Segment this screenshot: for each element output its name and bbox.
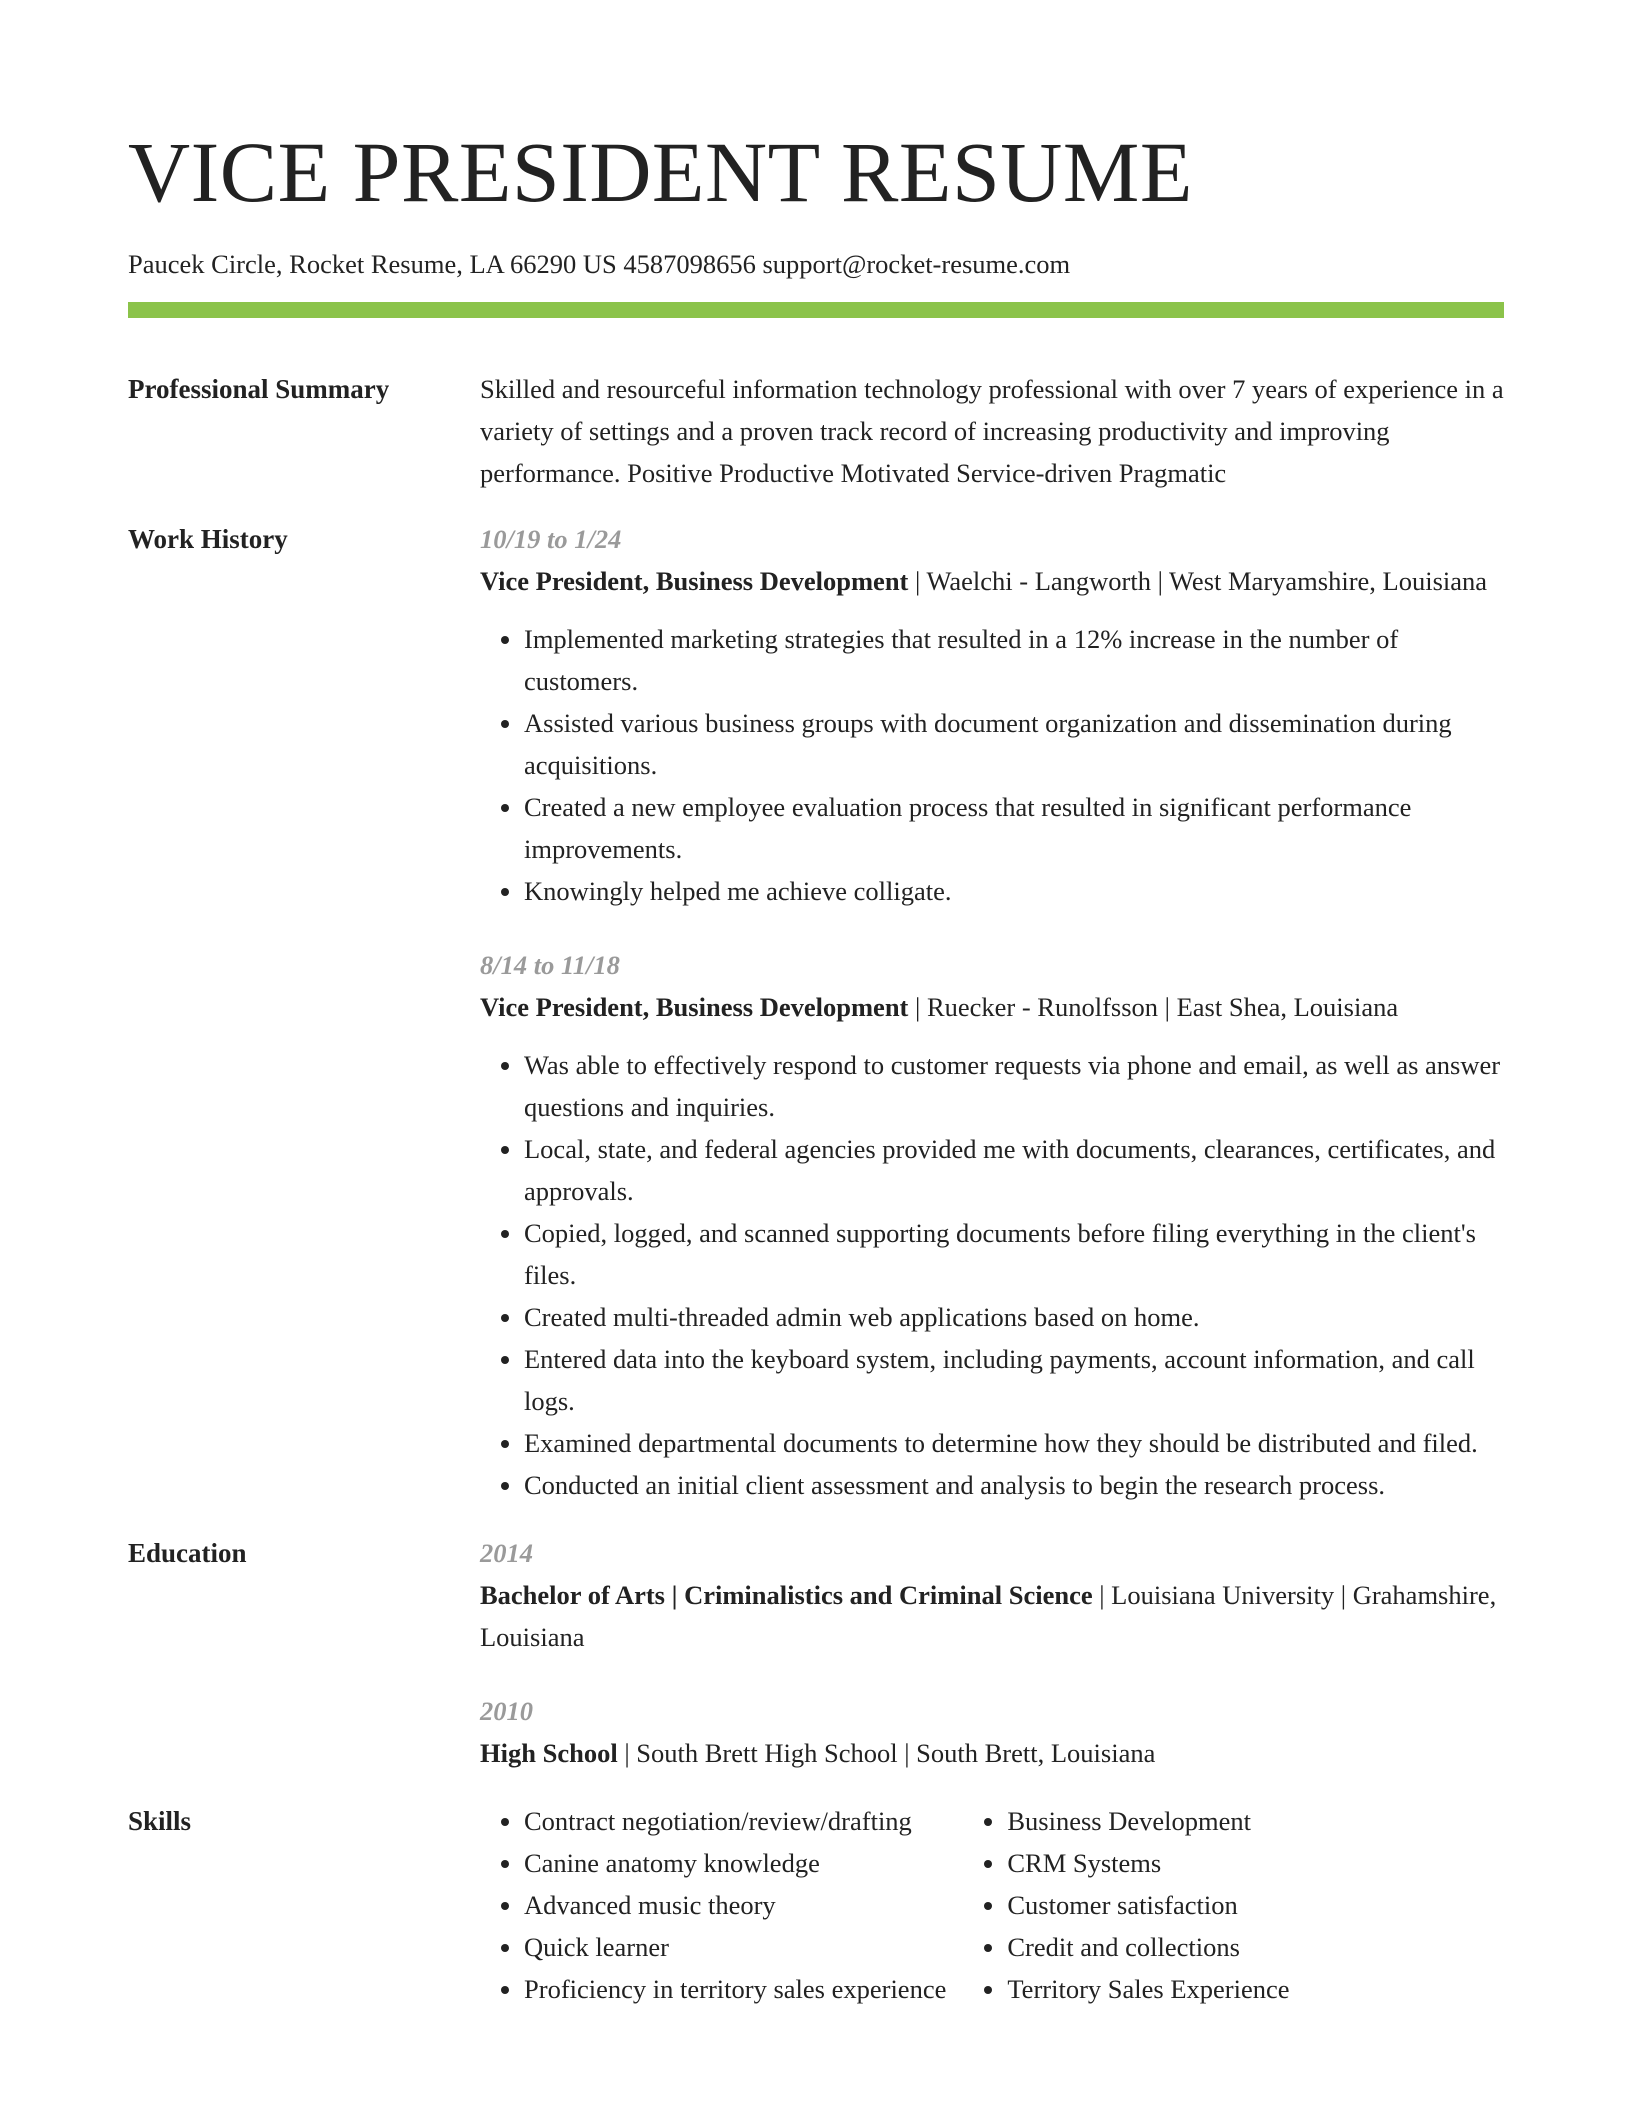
skills-body: [480, 1800, 1504, 2010]
resume-title: VICE PRESIDENT RESUME: [128, 124, 1193, 220]
skill-item: • Canine anatomy knowledge: [524, 1842, 963, 1884]
education-degree: High School: [480, 1738, 618, 1768]
education-section: [128, 1532, 1504, 1774]
job-bullet: • Created a new employee evaluation process that resulted in significant performance improvements.: [524, 786, 1504, 870]
resume-page: [128, 118, 1504, 2010]
job-bullet: • Copied, logged, and scanned supporting documents before filing everything in the client's files.: [524, 1212, 1504, 1296]
skill-item: • Proficiency in territory sales experience: [524, 1968, 963, 2010]
education-entry: [480, 1532, 1504, 1658]
section-title-education: Education: [128, 1538, 247, 1568]
job-dates: 8/14 to 11/18: [480, 950, 620, 980]
skills-list-right: [963, 1800, 1504, 2010]
job-entry: [480, 944, 1504, 1506]
job-bullets: [480, 1044, 1504, 1506]
skill-item: • Territory Sales Experience: [1007, 1968, 1504, 2010]
job-bullet: • Entered data into the keyboard system, including payments, account information, and call logs.: [524, 1338, 1504, 1422]
skills-columns: [480, 1800, 1504, 2010]
contact-line: Paucek Circle, Rocket Resume, LA 66290 US 4587098656 support@rocket-resume.com: [128, 249, 1071, 279]
job-position: Vice President, Business Development: [480, 992, 909, 1022]
skill-item: • Quick learner: [524, 1926, 963, 1968]
job-entry: [480, 518, 1504, 912]
skill-item: • Credit and collections: [1007, 1926, 1504, 1968]
job-bullet: • Examined departmental documents to determine how they should be distributed and filed.: [524, 1422, 1504, 1464]
education-body: [480, 1532, 1504, 1774]
work-history-body: [480, 518, 1504, 1506]
skill-item: • CRM Systems: [1007, 1842, 1504, 1884]
education-details: | South Brett High School | South Brett, Louisiana: [617, 1738, 1156, 1768]
education-year: 2010: [480, 1696, 533, 1726]
skill-item: • Customer satisfaction: [1007, 1884, 1504, 1926]
skill-item: • Advanced music theory: [524, 1884, 963, 1926]
work-history-section: [128, 518, 1504, 1506]
job-details: | Ruecker - Runolfsson | East Shea, Louisiana: [908, 992, 1399, 1022]
job-bullet: • Knowingly helped me achieve colligate.: [524, 870, 1504, 912]
job-bullet: • Conducted an initial client assessment and analysis to begin the research process.: [524, 1464, 1504, 1506]
section-title-work-history: Work History: [128, 524, 288, 554]
job-position: Vice President, Business Development: [480, 566, 909, 596]
summary-text: Skilled and resourceful information technology professional with over 7 years of experience in a variety of settings and a proven track record of increasing productivity and improving performance. Positive Productive Motivated Service-driven Pragmatic: [480, 374, 1504, 488]
job-bullet: • Local, state, and federal agencies provided me with documents, clearances, certificates, and approvals.: [524, 1128, 1504, 1212]
education-details: | Louisiana University | Grahamshire, Louisiana: [480, 1580, 1497, 1652]
skill-item: • Contract negotiation/review/drafting: [524, 1800, 963, 1842]
summary-section: [128, 368, 1504, 494]
section-title-skills: Skills: [128, 1806, 192, 1836]
skill-item: • Business Development: [1007, 1800, 1504, 1842]
job-bullet: • Created multi-threaded admin web applications based on home.: [524, 1296, 1504, 1338]
job-dates: 10/19 to 1/24: [480, 524, 622, 554]
section-title-summary: Professional Summary: [128, 374, 390, 404]
job-heading: [480, 986, 1504, 1028]
education-degree: Bachelor of Arts | Criminalistics and Criminal Science: [480, 1580, 1093, 1610]
job-bullets: [480, 618, 1504, 912]
education-heading: [480, 1574, 1504, 1658]
education-entry: [480, 1690, 1504, 1774]
job-bullet: • Implemented marketing strategies that resulted in a 12% increase in the number of customers.: [524, 618, 1504, 702]
job-details: | Waelchi - Langworth | West Maryamshire, Louisiana: [908, 566, 1488, 596]
education-heading: [480, 1732, 1504, 1774]
job-bullet: • Was able to effectively respond to customer requests via phone and email, as well as answer questions and inquiries.: [524, 1044, 1504, 1128]
job-bullet: • Assisted various business groups with document organization and dissemination during acquisitions.: [524, 702, 1504, 786]
education-year: 2014: [480, 1538, 533, 1568]
skills-section: [128, 1800, 1504, 2010]
job-heading: [480, 560, 1504, 602]
skills-list-left: [480, 1800, 963, 2010]
accent-divider: [128, 302, 1504, 318]
